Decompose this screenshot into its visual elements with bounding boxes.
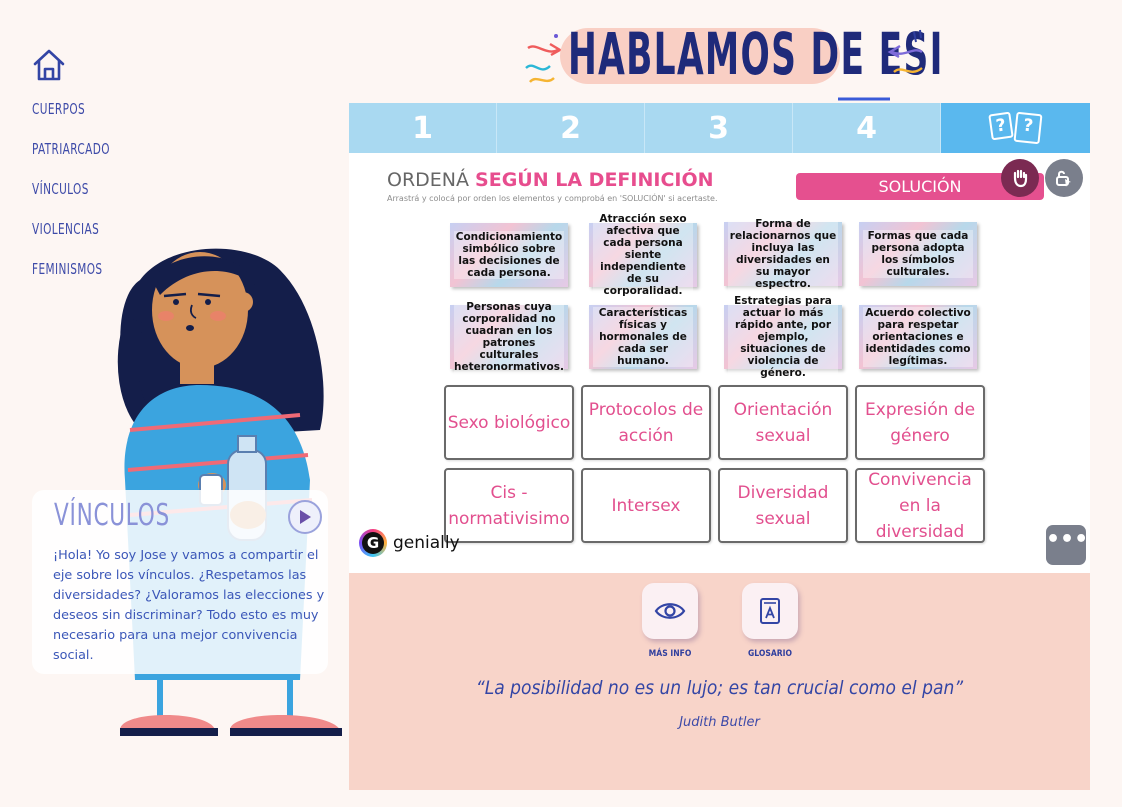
solution-button[interactable]: SOLUCIÓN — [796, 173, 1044, 200]
term-box[interactable]: Orientación sexual — [718, 385, 848, 460]
sidebar-item-patriarcado[interactable]: PATRIARCADO — [32, 140, 110, 158]
hand-icon — [1010, 168, 1030, 188]
term-box[interactable]: Cis - normativisimo — [444, 468, 574, 543]
quote-author: Judith Butler — [679, 715, 760, 730]
term-box[interactable]: Protocolos de acción — [581, 385, 711, 460]
tab-1[interactable]: 1 — [349, 103, 497, 153]
tab-2[interactable]: 2 — [497, 103, 645, 153]
character-card-text: ¡Hola! Yo soy Jose y vamos a compartir el eje sobre los vínculos. ¿Respetamos las diversidades? ¿Valoramos las elecciones y deseos sin discriminar? Todo esto es muy necesario para una mejor convivencia social. — [53, 548, 325, 663]
genially-logo[interactable] — [359, 529, 460, 557]
sidebar-item-violencias[interactable]: VIOLENCIAS — [32, 220, 100, 238]
character-card-title: VÍNCULOS — [54, 498, 170, 533]
term-box[interactable]: Convivencia en la diversidad — [855, 468, 985, 543]
definition-card[interactable]: Características físicas y hormonales de cada ser humano. — [589, 305, 697, 369]
bottom-section — [349, 573, 1090, 790]
term-box[interactable]: Diversidad sexual — [718, 468, 848, 543]
sidebar-item-cuerpos[interactable]: CUERPOS — [32, 100, 86, 118]
page-title-block — [520, 14, 944, 104]
genially-icon: G — [359, 529, 387, 557]
glossary-label: GLOSARIO — [747, 649, 793, 659]
sidebar-item-vinculos[interactable]: VÍNCULOS — [32, 180, 89, 198]
more-options-button[interactable]: ••• — [1046, 525, 1086, 565]
more-info-label: MÁS INFO — [648, 649, 692, 659]
definition-card[interactable]: Forma de relacionarnos que incluya las diversidades en su mayor espectro. — [724, 222, 842, 286]
tab-questions[interactable] — [941, 103, 1090, 153]
page-title: HABLAMOS DE ESI — [568, 20, 944, 88]
play-audio-button[interactable] — [288, 500, 322, 534]
tab-3[interactable]: 3 — [645, 103, 793, 153]
definition-card[interactable]: Condicionamiento simbólico sobre las decisiones de cada persona. — [450, 223, 568, 287]
more-info-button[interactable] — [642, 583, 698, 639]
definition-card[interactable]: Formas que cada persona adopta los símbolos culturales. — [859, 222, 977, 286]
glossary-button[interactable] — [742, 583, 798, 639]
activity-instructions: Arrastrá y colocá por orden los elementos y comprobá en 'SOLUCIÓN' si acertaste. — [387, 194, 718, 203]
play-icon — [298, 509, 312, 525]
unlock-button[interactable] — [1045, 159, 1083, 197]
glossary-book-icon — [758, 597, 782, 625]
unlock-pointer-icon — [1054, 168, 1074, 188]
quote-text: “La posibilidad no es un lujo; es tan crucial como el pan” — [475, 677, 964, 699]
definition-card[interactable]: Acuerdo colectivo para respetar orientaciones e identidades como legítimas. — [859, 305, 977, 369]
hand-button[interactable] — [1001, 159, 1039, 197]
question-cards-icon: ? ? — [990, 113, 1041, 143]
sidebar-item-feminismos[interactable]: FEMINISMOS — [32, 260, 103, 278]
term-box[interactable]: Sexo biológico — [444, 385, 574, 460]
genially-wordmark: genially — [393, 533, 460, 553]
tab-bar — [349, 103, 1090, 153]
tab-4[interactable]: 4 — [793, 103, 941, 153]
definition-card[interactable]: Personas cuya corporalidad no cuadran en los patrones culturales heteronormativos. — [450, 305, 568, 369]
home-icon[interactable] — [32, 48, 66, 82]
squiggle-decoration-icon — [880, 24, 930, 94]
definition-card[interactable]: Atracción sexo afectiva que cada persona siente independiente de su corporalidad. — [589, 223, 697, 287]
term-box[interactable]: Expresión de género — [855, 385, 985, 460]
eye-icon — [654, 601, 686, 621]
title-underline — [836, 96, 892, 102]
definition-card[interactable]: Estrategias para actuar lo más rápido ante, por ejemplo, situaciones de violencia de género. — [724, 305, 842, 369]
activity-panel — [349, 153, 1090, 573]
term-box[interactable]: Intersex — [581, 468, 711, 543]
activity-heading: ORDENÁ SEGÚN LA DEFINICIÓN — [387, 169, 714, 191]
